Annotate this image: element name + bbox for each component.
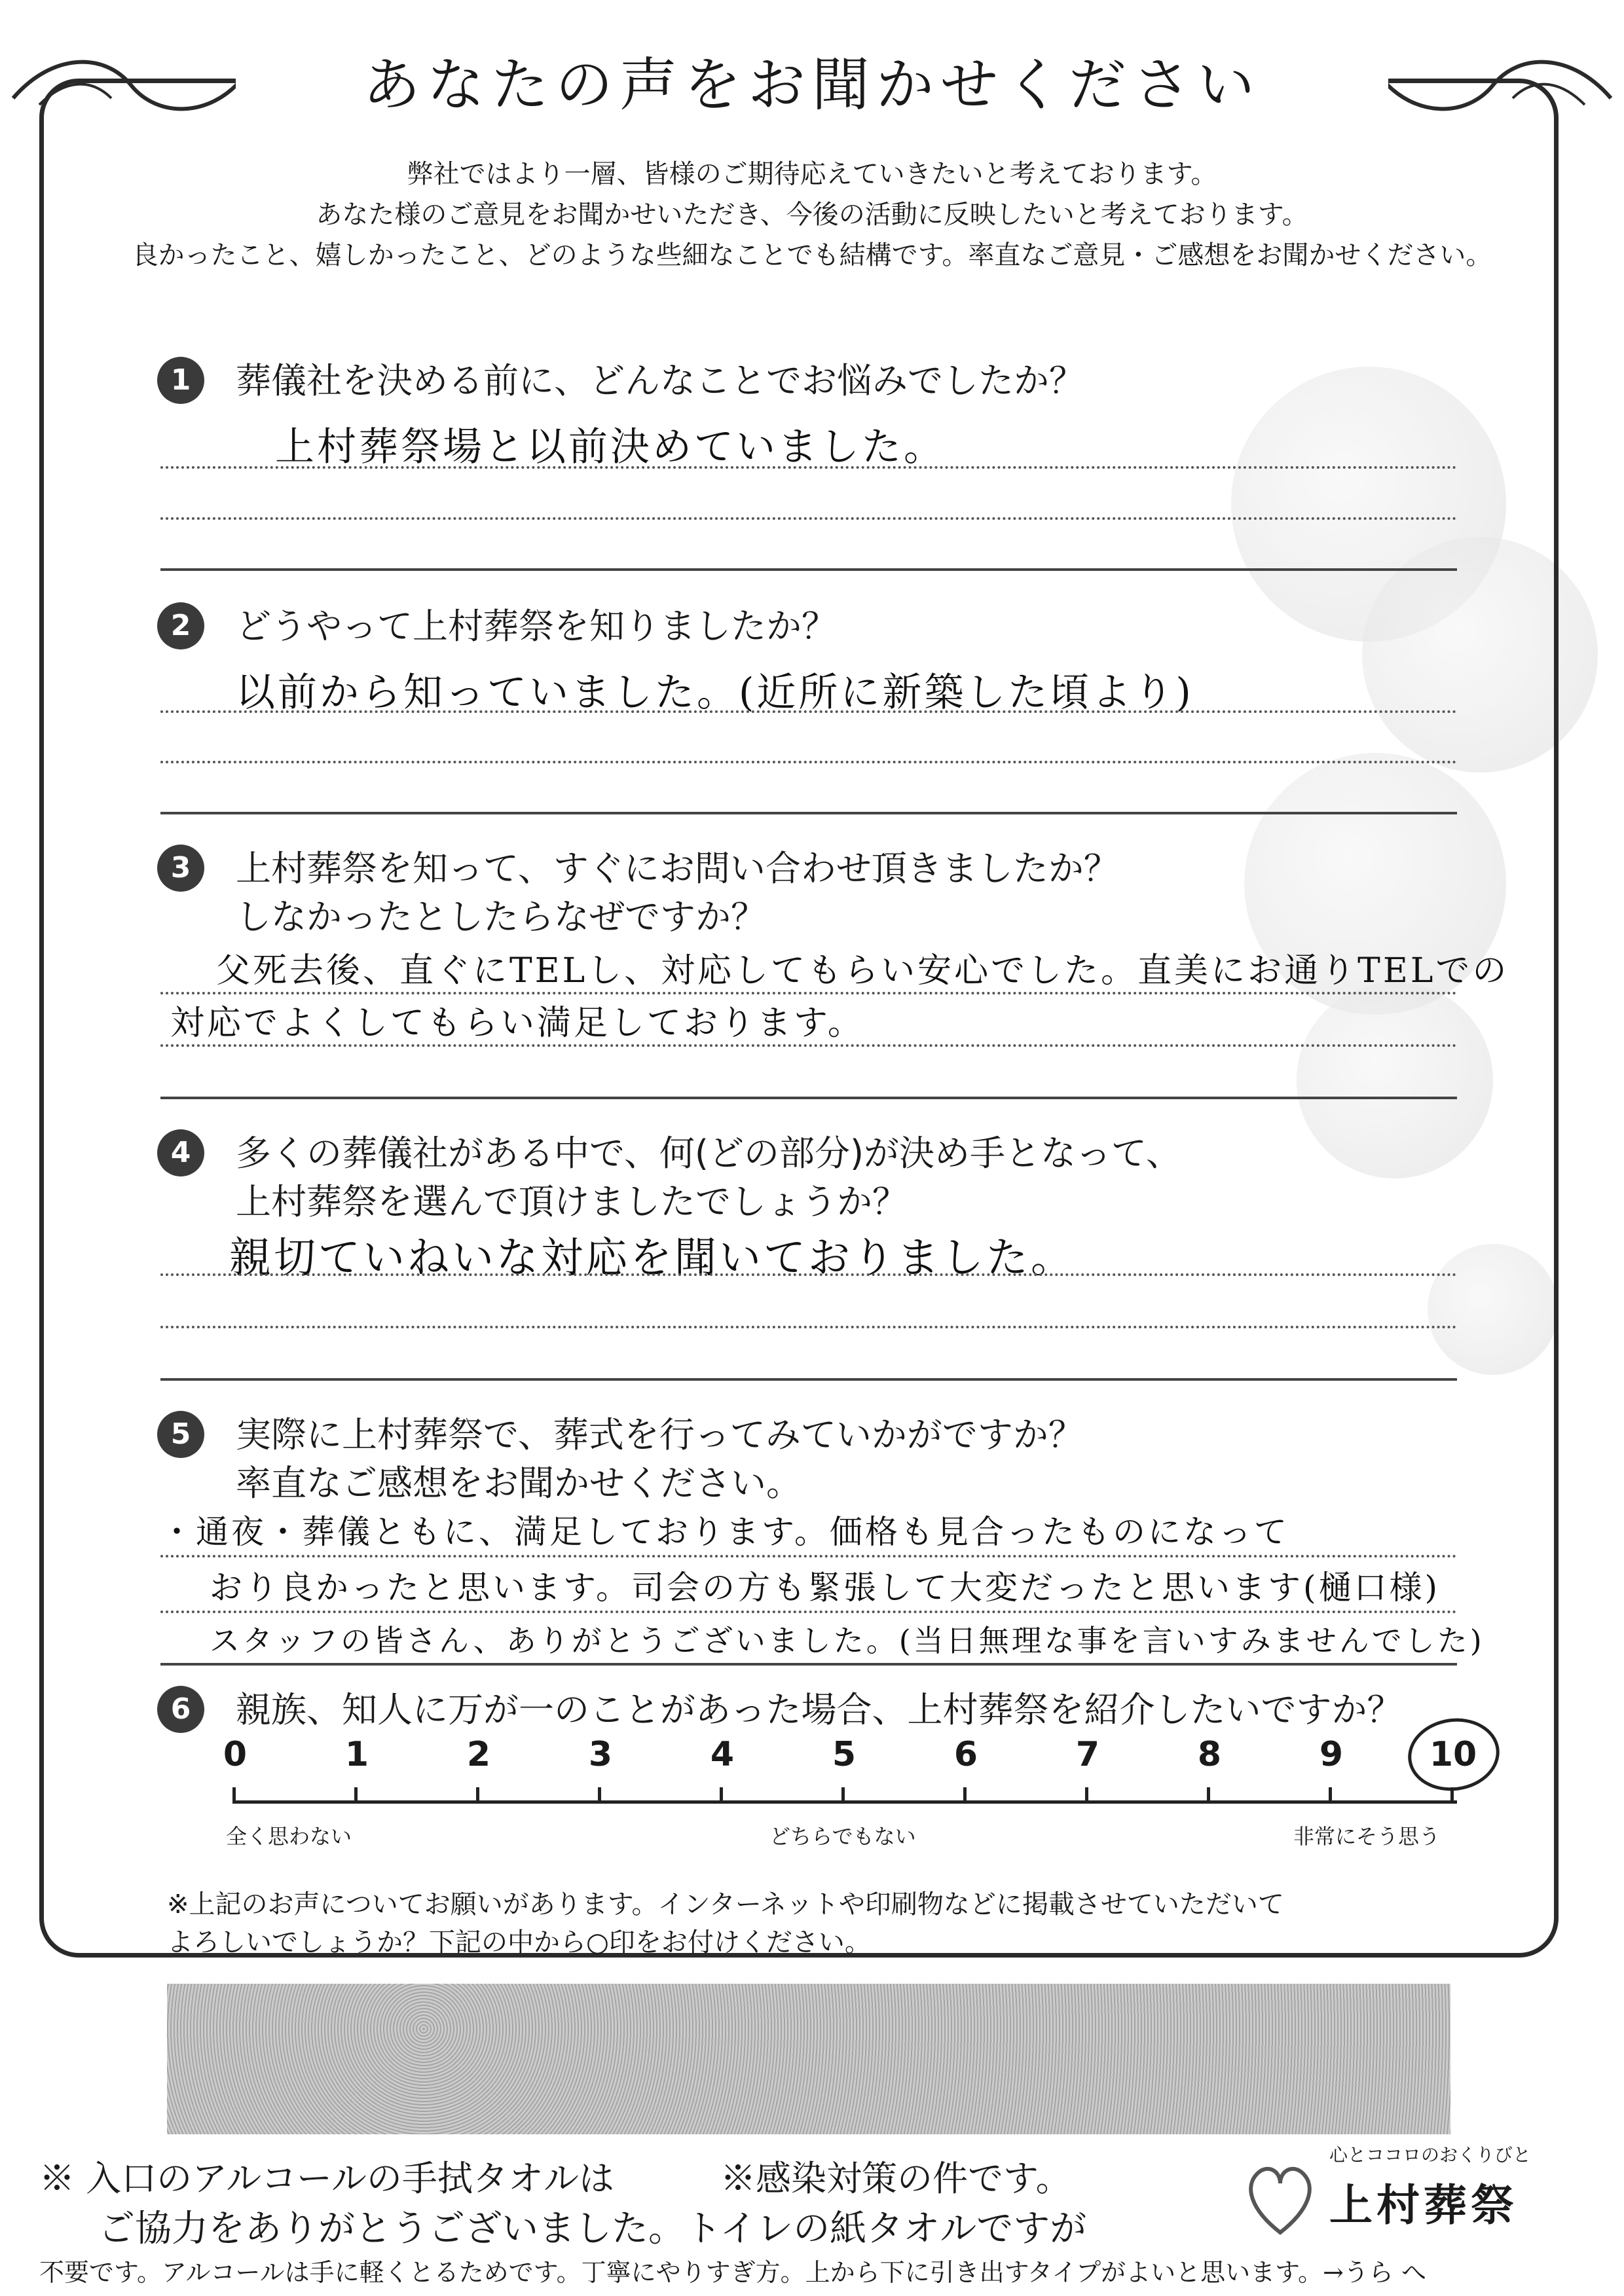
rating-scale (223, 1735, 1477, 1853)
scale-label-mid: どちらでもない (769, 1824, 916, 1849)
answer-handwriting: スタッフの皆さん、ありがとうございました。(当日無理な事を言いすみませんでした) (210, 1623, 1485, 1658)
question-divider (160, 1097, 1457, 1099)
intro-line: あなた様のご意見をお聞かせいただき、今後の活動に反映したいと考えております。 (316, 200, 1308, 230)
scale-tick-label[interactable]: 6 (953, 1735, 978, 1774)
page-title: あなたの声をお聞かせください (362, 51, 1261, 118)
scale-tick-label[interactable]: 1 (344, 1735, 369, 1774)
answer-line (160, 761, 1457, 763)
scale-tick-label[interactable]: 2 (466, 1735, 491, 1774)
scale-tick-label[interactable]: 5 (832, 1735, 857, 1774)
answer-line (160, 710, 1457, 713)
answer-line (160, 1044, 1457, 1047)
scale-tick (1329, 1787, 1332, 1803)
scale-tick-label[interactable]: 10 (1429, 1735, 1477, 1774)
question-text: 上村葬祭を知って、すぐにお問い合わせ頂きましたか？ (236, 848, 1119, 889)
answer-handwriting: 対応でよくしてもらい満足しております。 (170, 1004, 864, 1043)
question-text: 上村葬祭を選んで頂けましたでしょうか？ (236, 1181, 908, 1222)
logo-name: 上村葬祭 (1329, 2180, 1518, 2231)
answer-handwriting: 上村葬祭場と以前決めていました。 (275, 424, 946, 470)
bottom-handwriting: ※感染対策の件です。 (720, 2158, 1071, 2199)
scale-label-right: 非常にそう思う (1293, 1824, 1441, 1849)
question-text: 率直なご感想をお聞かせください。 (236, 1463, 802, 1504)
scale-tick-label[interactable]: 4 (710, 1735, 735, 1774)
answer-handwriting: 以前から知っていました。(近所に新築した頃より) (236, 670, 1194, 716)
question-text: 多くの葬儀社がある中で、何(どの部分)が決め手となって、 (236, 1133, 1181, 1174)
question-number-badge: 6 (157, 1686, 204, 1733)
logo-tagline: 心とココロのおくりびと (1329, 2144, 1532, 2166)
answer-handwriting: おり良かったと思います。司会の方も緊張して大変だったと思います(樋口様) (210, 1569, 1441, 1607)
scale-label-left: 全く思わない (226, 1824, 352, 1849)
question-divider (160, 1378, 1457, 1381)
redacted-consent-options (167, 1984, 1450, 2134)
scale-tick-label[interactable]: 0 (223, 1735, 248, 1774)
answer-line (160, 466, 1457, 469)
scale-tick (841, 1787, 845, 1803)
scale-tick (720, 1787, 723, 1803)
title-banner (236, 46, 1388, 124)
company-logo (1244, 2141, 1572, 2272)
note-line: ※上記のお声についてお願いがあります。インターネットや印刷物などに掲載させていただいて (167, 1889, 1284, 1920)
answer-line (160, 517, 1457, 520)
scale-axis-line (232, 1800, 1457, 1804)
scale-tick-label[interactable]: 3 (588, 1735, 613, 1774)
scale-tick-label[interactable]: 8 (1197, 1735, 1222, 1774)
question-number-badge: 2 (157, 602, 204, 649)
scale-tick (1085, 1787, 1088, 1803)
scale-tick-label[interactable]: 9 (1319, 1735, 1344, 1774)
scale-tick (354, 1787, 358, 1803)
intro-text (92, 154, 1532, 276)
question-divider (160, 812, 1457, 814)
question-text: どうやって上村葬祭を知りましたか？ (236, 606, 837, 647)
bottom-handwriting: ※ 入口のアルコールの手拭タオルは (39, 2158, 614, 2199)
scale-tick-label[interactable]: 7 (1075, 1735, 1100, 1774)
answer-line (160, 1273, 1457, 1276)
question-text: 葬儀社を決める前に、どんなことでお悩みでしたか？ (236, 360, 1084, 401)
question-number-badge: 4 (157, 1129, 204, 1176)
question-divider (160, 568, 1457, 571)
question-number-badge: 1 (157, 357, 204, 404)
question-number-badge: 5 (157, 1411, 204, 1458)
answer-line (160, 992, 1457, 994)
question-text: 親族、知人に万が一のことがあった場合、上村葬祭を紹介したいですか？ (236, 1689, 1403, 1730)
answer-line (160, 1326, 1457, 1328)
scale-tick (476, 1787, 479, 1803)
heart-logo-icon (1244, 2154, 1316, 2239)
note-line: よろしいでしょうか？下記の中から○印をお付けください。 (167, 1927, 871, 1958)
bottom-handwriting: 不要です。アルコールは手に軽くとるためです。丁寧にやりすぎ方。上から下に引き出すタイプがよいと思います。→うら へ (39, 2258, 1426, 2287)
scale-tick (1207, 1787, 1210, 1803)
title-flourish-right (1375, 39, 1624, 137)
question-number-badge: 3 (157, 845, 204, 892)
answer-line (160, 1611, 1457, 1613)
answer-handwriting: ・通夜・葬儀ともに、満足しております。価格も見合ったものになって (160, 1513, 1289, 1551)
answer-handwriting: 父死去後、直ぐにTELし、対応してもらい安心でした。直美にお通りTELでの (216, 951, 1509, 991)
answer-handwriting: 親切ていねいな対応を聞いておりました。 (229, 1234, 1075, 1283)
intro-line: 良かったこと、嬉しかったこと、どのような些細なことでも結構です。率直なご意見・ご感想をお聞かせください。 (132, 240, 1492, 270)
scale-tick (963, 1787, 967, 1803)
scale-tick (598, 1787, 601, 1803)
question-text: しなかったとしたらなぜですか？ (236, 896, 766, 938)
answer-line (160, 1555, 1457, 1558)
title-flourish-left (0, 39, 249, 137)
question-text: 実際に上村葬祭で、葬式を行ってみていかがですか？ (236, 1414, 1084, 1455)
scale-tick (232, 1787, 236, 1803)
question-divider (160, 1663, 1457, 1666)
consent-note (167, 1886, 1477, 1961)
bottom-handwriting: ご協力をありがとうございました。トイレの紙タオルですが (98, 2208, 1087, 2250)
intro-line: 弊社ではより一層、皆様のご期待応えていきたいと考えております。 (407, 159, 1217, 189)
